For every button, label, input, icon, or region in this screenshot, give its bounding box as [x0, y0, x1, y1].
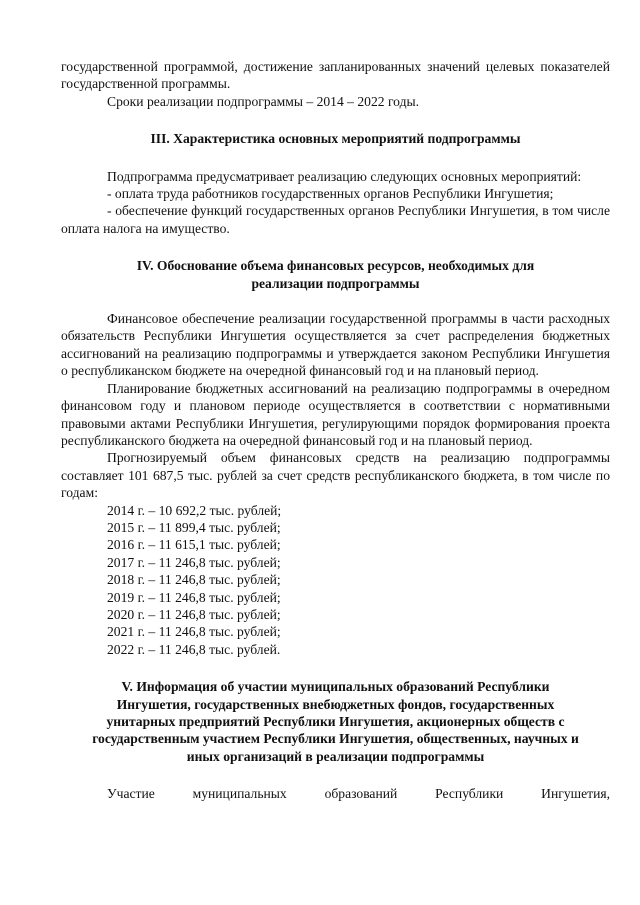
list-item: 2019 г. – 11 246,8 тыс. рублей;	[107, 589, 281, 605]
list-item: 2016 г. – 11 615,1 тыс. рублей;	[107, 537, 281, 553]
section-5-heading-line: иных организаций в реализации подпрограммы	[186, 748, 485, 764]
period-paragraph: Сроки реализации подпрограммы – 2014 – 2022 годы.	[107, 93, 420, 109]
section-5-heading-line: государственным участием Республики Ингушетия, общественных, научных и	[92, 731, 579, 747]
list-item: 2015 г. – 11 899,4 тыс. рублей;	[107, 519, 281, 535]
list-item: 2017 г. – 11 246,8 тыс. рублей;	[107, 554, 281, 570]
yearly-amounts-list	[61, 502, 610, 659]
financing-paragraph: Финансовое обеспечение реализации государственной программы в части расходных обязательств Республики Ингушетия осуществляется за счет распределения бюджетных ассигнований на реализацию подпрограммы и утверждается законом Республики Ингушетия о республиканском бюджете на очередной финансовый год и на плановый период.	[61, 311, 610, 379]
list-item: 2021 г. – 11 246,8 тыс. рублей;	[107, 624, 281, 640]
section-4-heading	[61, 257, 610, 292]
section-5-heading-line: Ингушетия, государственных внебюджетных фондов, государственных	[116, 696, 555, 712]
list-item: 2014 г. – 10 692,2 тыс. рублей;	[107, 502, 282, 518]
section-4-heading-line: IV. Обоснование объема финансовых ресурсов, необходимых для	[136, 258, 535, 274]
section-5-heading-line: V. Информация об участии муниципальных образований Республики	[121, 679, 550, 695]
list-item: 2018 г. – 11 246,8 тыс. рублей;	[107, 572, 281, 588]
participation-paragraph: Участие муниципальных образований Республики Ингушетия,	[107, 786, 610, 802]
intro-paragraph: государственной программой, достижение запланированных значений целевых показателей государственной программы.	[61, 59, 610, 92]
planning-paragraph: Планирование бюджетных ассигнований на реализацию подпрограммы в очередном финансовом году и плановом периоде осуществляется в соответствии с нормативными правовыми актами Республики Ингушетия, регулирующими порядок формирования проекта республиканского бюджета на очередной финансовый год и на плановый период.	[61, 380, 610, 448]
list-item: 2020 г. – 11 246,8 тыс. рублей;	[107, 606, 281, 622]
section-3-lead: Подпрограмма предусматривает реализацию следующих основных мероприятий:	[107, 168, 582, 184]
forecast-paragraph: Прогнозируемый объем финансовых средств на реализацию подпрограммы составляет 101 687,5 тыс. рублей за счет средств республиканского бюджета, в том числе по годам:	[61, 450, 610, 501]
section-4-heading-line: реализации подпрограммы	[251, 275, 420, 291]
section-5-heading-line: унитарных предприятий Республики Ингушетия, акционерных обществ с	[106, 714, 565, 729]
section-3-heading: III. Характеристика основных мероприятий подпрограммы	[150, 131, 521, 147]
list-item: 2022 г. – 11 246,8 тыс. рублей.	[107, 641, 281, 657]
section-5-heading	[61, 678, 610, 765]
list-item: - оплата труда работников государственных органов Республики Ингушетия;	[107, 186, 554, 202]
list-item: - обеспечение функций государственных органов Республики Ингушетия, в том числе оплата налога на имущество.	[61, 203, 610, 236]
